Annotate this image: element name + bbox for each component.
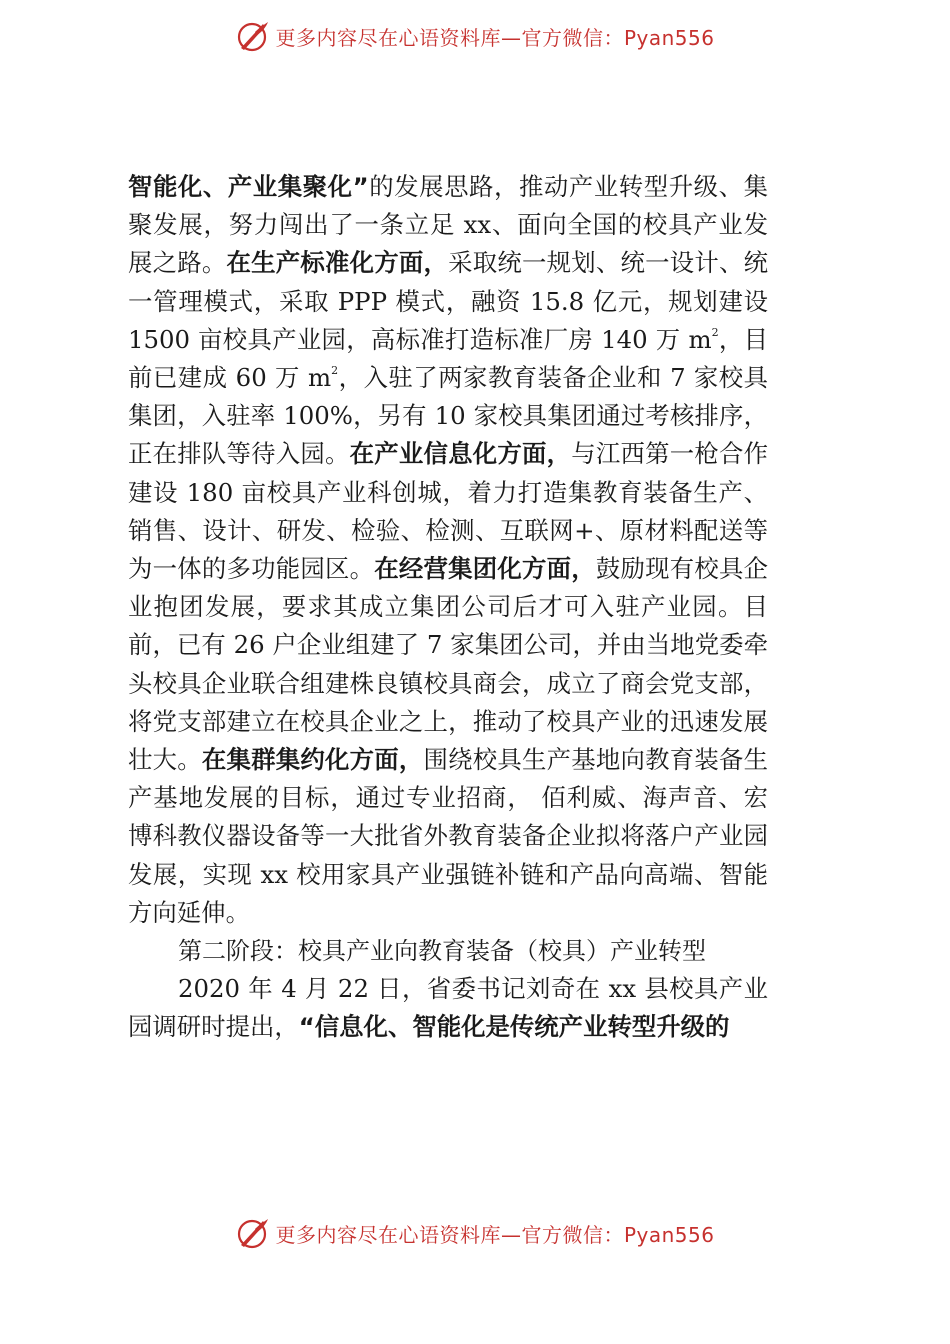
- document-body: [128, 168, 768, 1047]
- quill-logo-icon: [235, 1215, 271, 1251]
- section-heading: 第二阶段：校具产业向教育装备（校具）产业转型: [178, 937, 706, 966]
- header-watermark-banner: [0, 14, 950, 58]
- banner-text: 更多内容尽在心语资料库—官方微信：Pyan556: [275, 1222, 715, 1247]
- paragraph-stage-two: 2020 年 4 月 22 日，省委书记刘奇在 xx 县校具产业园调研时提出，“信息化、智能化是传统产业转型升级的: [128, 974, 768, 1042]
- banner-text: 更多内容尽在心语资料库—官方微信：Pyan556: [275, 25, 715, 50]
- footer-watermark-banner: [0, 1211, 950, 1255]
- quill-logo-icon: [235, 18, 271, 54]
- paragraph-industry-path: 智能化、产业集聚化”的发展思路，推动产业转型升级、集聚发展，努力闯出了一条立足 xx、面向全国的校具产业发展之路。在生产标准化方面，采取统一规划、统一设计、统一管理模式，采取 PPP 模式，融资 15.8 亿元，规划建设 1500 亩校具产业园，高标准打造标准厂房 140 万 $m^2$，目前已建成 60 万 $m^2$，入驻了两家教育装备企业和 7 家校具集团，入驻率 100%，另有 10 家校具集团通过考核排序，正在排队等待入园。在产业信息化方面，与江西第一枪合作建设 180 亩校具产业科创城，着力打造集教育装备生产、销售、设计、研发、检验、检测、互联网+、原材料配送等为一体的多功能园区。在经营集团化方面，鼓励现有校具企业抱团发展，要求其成立集团公司后才可入驻产业园。目前，已有 26 户企业组建了 7 家集团公司，并由当地党委牵头校具企业联合组建株良镇校具商会，成立了商会党支部，将党支部建立在校具企业之上，推动了校具产业的迅速发展壮大。在集群集约化方面，围绕校具生产基地向教育装备生产基地发展的目标，通过专业招商， 佰利威、海声音、宏博科教仪器设备等一大批省外教育装备企业拟将落户产业园发展，实现 xx 校用家具产业强链补链和产品向高端、智能方向延伸。: [128, 172, 768, 927]
